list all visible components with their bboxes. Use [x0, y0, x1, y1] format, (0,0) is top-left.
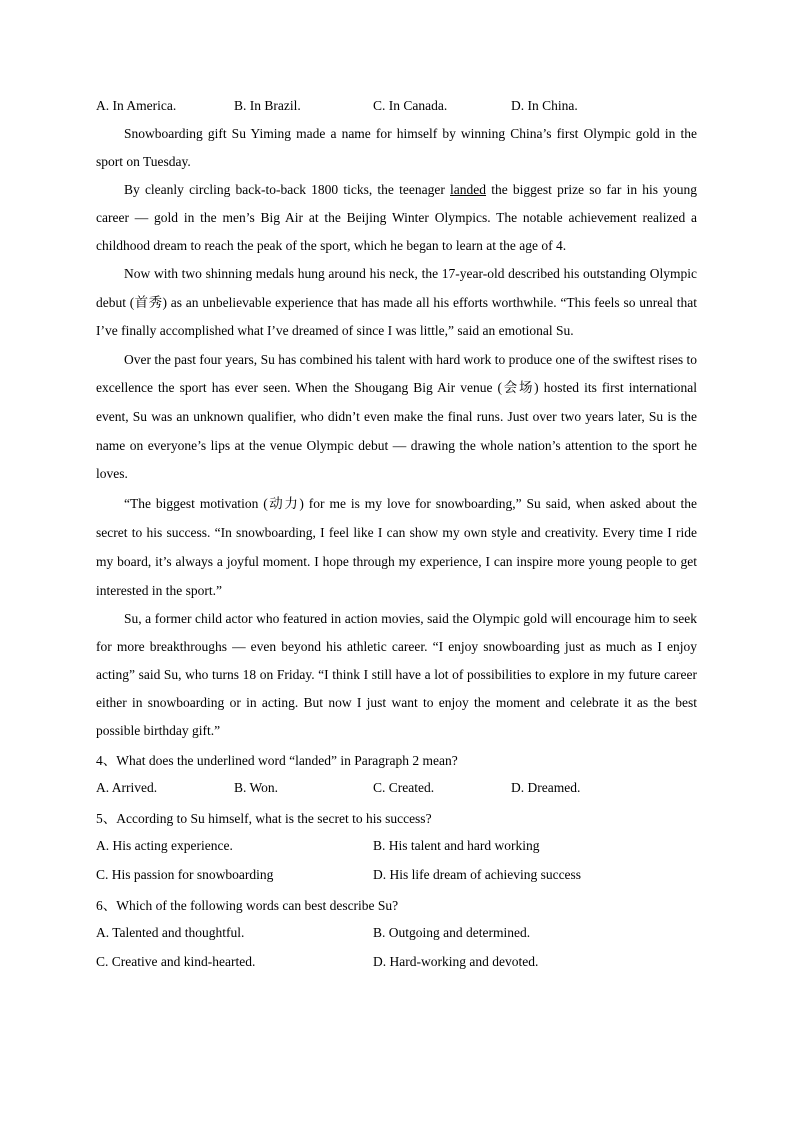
q5-option-b: B. His talent and hard working [373, 838, 540, 854]
q3-option-d: D. In China. [511, 98, 578, 113]
article-paragraph-4: Over the past four years, Su has combined his talent with hard work to produce one of the swiftest rises to excellence the sport has ever seen. When the Shougang Big Air venue (会场) hosted its first international event, Su was an unknown qualifier, who didn’t even make the final runs. Just over two years later, Su is the name on everyone’s lips at the venue Olympic debut — drawing the whole nation’s attention to the sport he loves. [96, 351, 697, 482]
q6-option-d: D. Hard-working and devoted. [373, 954, 539, 970]
q3-options-row [96, 92, 697, 120]
q5-option-a: A. His acting experience. [96, 838, 233, 854]
question-6-options-row-1 [96, 919, 697, 948]
q5-option-d: D. His life dream of achieving success [373, 867, 582, 883]
exam-page [96, 92, 697, 977]
article-paragraph-1: Snowboarding gift Su Yiming made a name for himself by winning China’s first Olympic gold in the sport on Tuesday. [96, 126, 697, 169]
question-4-options [96, 774, 697, 803]
question-5-stem: 5、According to Su himself, what is the secret to his success? [96, 811, 432, 827]
article-paragraph-2 [96, 176, 697, 260]
question-4-stem: 4、What does the underlined word “landed” in Paragraph 2 mean? [96, 753, 458, 769]
question-5-options-row-2 [96, 861, 697, 890]
paragraph-2-text-before: By cleanly circling back-to-back 1800 ticks, the teenager [124, 182, 451, 197]
article-paragraph-6: Su, a former child actor who featured in action movies, said the Olympic gold will encourage him to seek for more breakthroughs — even beyond his athletic career. “I enjoy snowboarding just as much as I enjoy acting” said Su, who turns 18 on Friday. “I think I still have a lot of possibilities to explore in my future career either in snowboarding or in acting. But now I just want to enjoy the moment and celebrate it as the best possible birthday gift.” [96, 610, 697, 738]
q3-option-b: B. In Brazil. [234, 98, 301, 113]
q4-option-d: D. Dreamed. [511, 780, 581, 796]
q6-option-c: C. Creative and kind-hearted. [96, 954, 256, 970]
underlined-word-landed: landed [450, 182, 487, 197]
q3-option-a: A. In America. [96, 98, 177, 113]
article-paragraph-5: “The biggest motivation (动力) for me is my love for snowboarding,” Su said, when asked about the secret to his success. “In snowboarding, I feel like I can show my own style and creativity. Every time I ride my board, it’s always a joyful moment. I hope through my experience, I can inspire more young people to get interested in the sport.” [96, 495, 697, 598]
q6-option-b: B. Outgoing and determined. [373, 925, 531, 941]
q6-option-a: A. Talented and thoughtful. [96, 925, 245, 941]
q4-option-c: C. Created. [373, 780, 435, 796]
question-5-options-row-1 [96, 832, 697, 861]
question-6-stem: 6、Which of the following words can best describe Su? [96, 898, 399, 914]
article-paragraph-3: Now with two shinning medals hung around his neck, the 17-year-old described his outstanding Olympic debut (首秀) as an unbelievable experience that has made all his efforts worthwhile. “This feels so unreal that I’ve finally accomplished what I’ve dreamed of since I was little,” said an emotional Su. [96, 266, 697, 339]
paragraph-2-text-after: the biggest prize so far in his young career — gold in the men’s Big Air at the Beijing Winter Olympics. The notable achievement realized a childhood dream to reach the peak of the sport, which he began to learn at the age of 4. [96, 182, 697, 253]
q3-option-c: C. In Canada. [373, 98, 448, 113]
q5-option-c: C. His passion for snowboarding [96, 867, 274, 883]
q4-option-b: B. Won. [234, 780, 279, 796]
question-6-options-row-2 [96, 948, 697, 977]
q4-option-a: A. Arrived. [96, 780, 158, 796]
